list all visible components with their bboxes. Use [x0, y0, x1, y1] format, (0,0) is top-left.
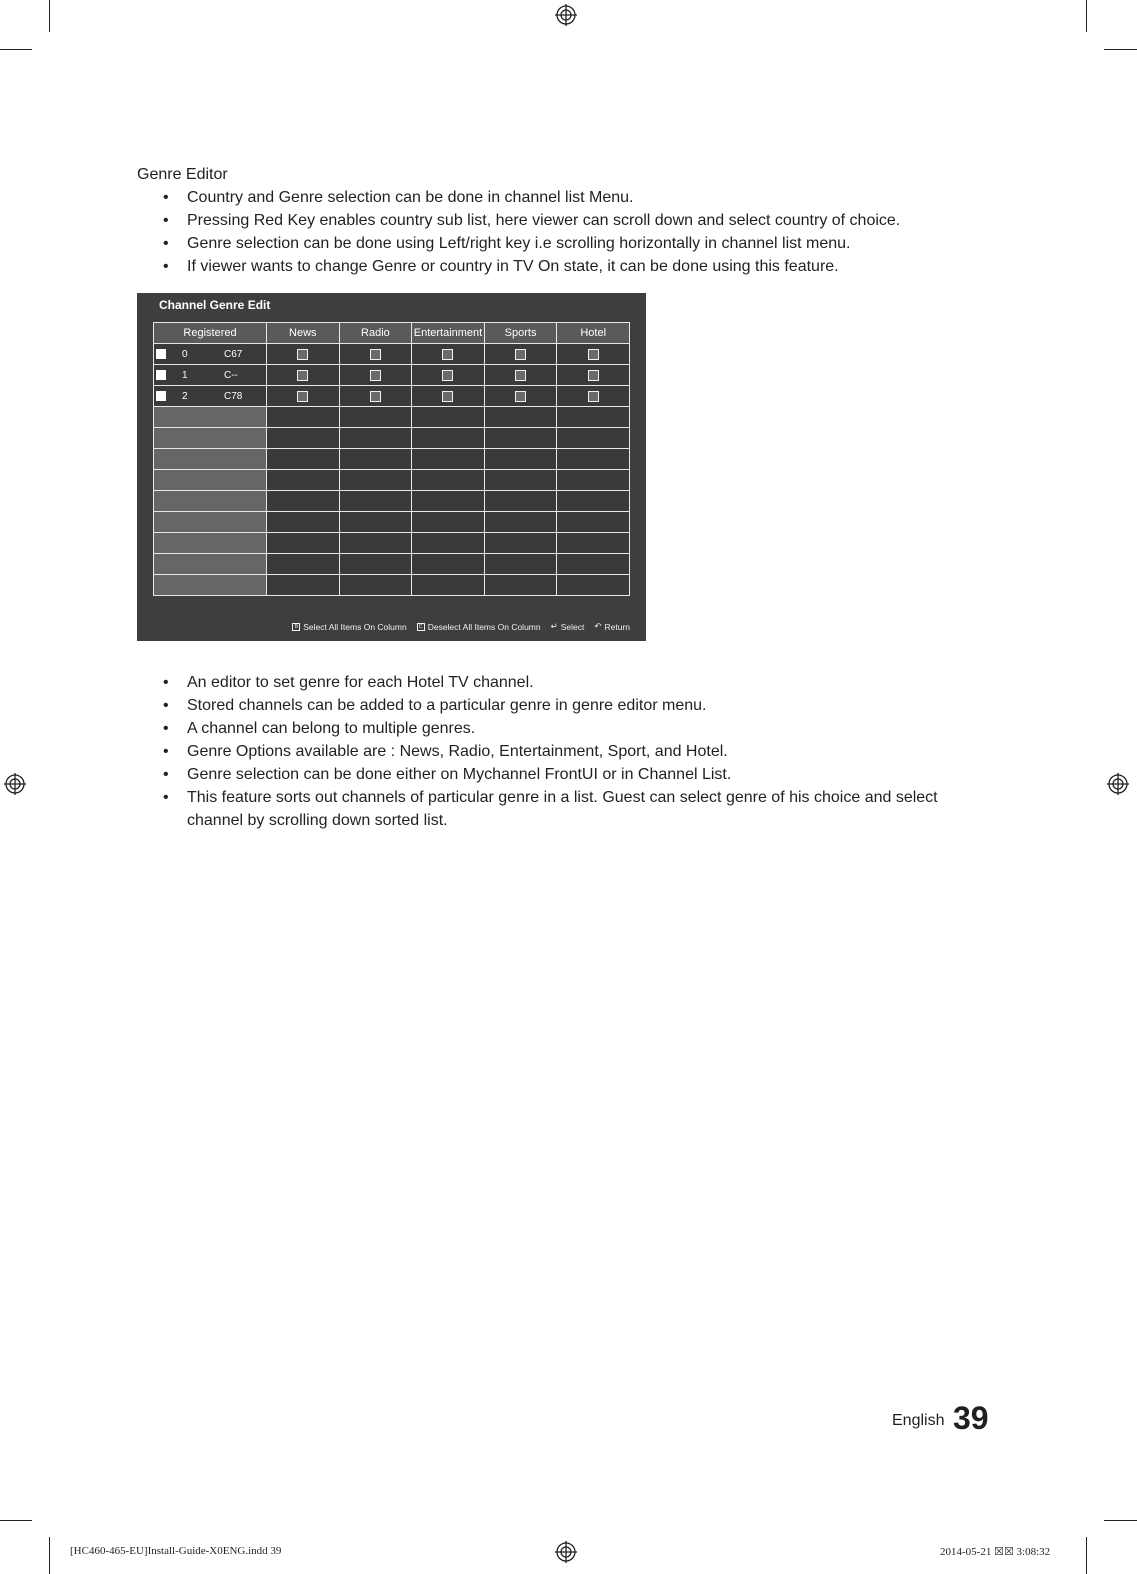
column-header-registered: Registered: [154, 323, 267, 344]
section-title: Genre Editor: [137, 166, 228, 183]
empty-cell: [267, 533, 340, 554]
crop-mark: [1086, 0, 1087, 32]
bullet-item: • Genre selection can be done either on Mychannel FrontUI or in Channel List.: [163, 763, 967, 786]
crop-mark: [1086, 1537, 1087, 1574]
empty-cell: [339, 407, 412, 428]
news-checkbox[interactable]: [297, 349, 308, 360]
channel-checkbox[interactable]: [156, 370, 166, 380]
empty-cell: [557, 491, 630, 512]
bullet-item: • Genre Options available are : News, Radio, Entertainment, Sport, and Hotel.: [163, 740, 967, 763]
crop-mark: [0, 1520, 32, 1521]
page-number: 39: [953, 1400, 989, 1436]
radio-checkbox[interactable]: [370, 370, 381, 381]
empty-cell: [154, 470, 267, 491]
channel-row: [154, 344, 630, 365]
empty-cell: [339, 575, 412, 596]
entertainment-checkbox[interactable]: [442, 391, 453, 402]
channel-genre-edit-screen: [137, 293, 646, 641]
empty-cell: [557, 533, 630, 554]
detail-bullet-list: [163, 671, 967, 832]
hotel-checkbox[interactable]: [588, 370, 599, 381]
registration-mark-icon: [555, 1541, 577, 1563]
radio-checkbox[interactable]: [370, 391, 381, 402]
channel-number: 2: [182, 390, 188, 402]
registration-mark-icon: [1107, 773, 1129, 795]
column-header-news[interactable]: News: [267, 323, 340, 344]
osd-footer: [292, 621, 630, 632]
channel-row: [154, 386, 630, 407]
column-header-entertainment[interactable]: Entertainment: [412, 323, 485, 344]
empty-cell: [484, 470, 557, 491]
empty-cell: [412, 554, 485, 575]
empty-row: [154, 554, 630, 575]
empty-cell: [484, 554, 557, 575]
intro-bullet-list: [163, 186, 967, 278]
select-all-hint: B Select All Items On Column: [292, 622, 406, 632]
bullet-item: • If viewer wants to change Genre or country in TV On state, it can be done using this feature.: [163, 255, 967, 278]
registration-mark-icon: [4, 773, 26, 795]
c-key-icon: C: [417, 623, 425, 631]
empty-cell: [267, 407, 340, 428]
empty-cell: [412, 512, 485, 533]
osd-title: Channel Genre Edit: [159, 298, 271, 312]
empty-cell: [412, 491, 485, 512]
bullet-item: • This feature sorts out channels of particular genre in a list. Guest can select genre of his choice and select channel by scrolling down sorted list.: [163, 786, 967, 832]
empty-cell: [339, 491, 412, 512]
empty-cell: [484, 407, 557, 428]
bullet-item: • Stored channels can be added to a particular genre in genre editor menu.: [163, 694, 967, 717]
print-slug-file: [HC460-465-EU]Install-Guide-X0ENG.indd 39: [70, 1545, 282, 1557]
empty-row: [154, 428, 630, 449]
channel-number: 1: [182, 369, 188, 381]
empty-row: [154, 407, 630, 428]
bullet-item: • Genre selection can be done using Left/right key i.e scrolling horizontally in channel list menu.: [163, 232, 967, 255]
empty-cell: [484, 512, 557, 533]
crop-mark: [1104, 49, 1137, 50]
empty-cell: [154, 428, 267, 449]
empty-cell: [557, 554, 630, 575]
empty-cell: [484, 575, 557, 596]
bullet-item: • An editor to set genre for each Hotel TV channel.: [163, 671, 967, 694]
empty-cell: [154, 554, 267, 575]
crop-mark: [0, 49, 32, 50]
empty-cell: [339, 449, 412, 470]
sports-checkbox[interactable]: [515, 349, 526, 360]
bullet-item: • Pressing Red Key enables country sub list, here viewer can scroll down and select country of choice.: [163, 209, 967, 232]
select-hint: ↵ Select: [550, 621, 585, 632]
empty-cell: [154, 512, 267, 533]
empty-cell: [267, 554, 340, 575]
return-icon: ↶: [594, 621, 602, 631]
empty-cell: [412, 407, 485, 428]
empty-cell: [339, 512, 412, 533]
empty-cell: [557, 407, 630, 428]
registration-mark-icon: [555, 4, 577, 26]
empty-row: [154, 533, 630, 554]
empty-cell: [154, 407, 267, 428]
channel-number: 0: [182, 348, 188, 360]
hotel-checkbox[interactable]: [588, 391, 599, 402]
empty-cell: [267, 512, 340, 533]
empty-cell: [557, 428, 630, 449]
page-language: English: [892, 1412, 945, 1429]
column-header-radio[interactable]: Radio: [339, 323, 412, 344]
empty-cell: [154, 533, 267, 554]
channel-row: [154, 365, 630, 386]
empty-cell: [557, 449, 630, 470]
empty-cell: [267, 491, 340, 512]
b-key-icon: B: [292, 623, 300, 631]
empty-row: [154, 512, 630, 533]
channel-checkbox[interactable]: [156, 349, 166, 359]
news-checkbox[interactable]: [297, 370, 308, 381]
empty-cell: [267, 428, 340, 449]
empty-cell: [412, 449, 485, 470]
empty-cell: [339, 554, 412, 575]
crop-mark: [49, 1537, 50, 1574]
empty-cell: [339, 470, 412, 491]
deselect-all-hint: C Deselect All Items On Column: [417, 622, 541, 632]
empty-cell: [412, 428, 485, 449]
empty-cell: [484, 533, 557, 554]
channel-name: C--: [224, 369, 238, 381]
entertainment-checkbox[interactable]: [442, 349, 453, 360]
empty-cell: [267, 449, 340, 470]
channel-name: C78: [224, 390, 243, 402]
empty-cell: [557, 512, 630, 533]
print-slug-date: 2014-05-21 ☒☒ 3:08:32: [940, 1546, 1051, 1558]
empty-row: [154, 449, 630, 470]
empty-cell: [154, 575, 267, 596]
genre-grid: [153, 322, 630, 596]
empty-cell: [557, 470, 630, 491]
sports-checkbox[interactable]: [515, 370, 526, 381]
news-checkbox[interactable]: [297, 391, 308, 402]
radio-checkbox[interactable]: [370, 349, 381, 360]
empty-row: [154, 575, 630, 596]
bullet-item: • A channel can belong to multiple genres.: [163, 717, 967, 740]
sports-checkbox[interactable]: [515, 391, 526, 402]
return-hint: ↶ Return: [594, 621, 630, 632]
empty-cell: [484, 491, 557, 512]
crop-mark: [49, 0, 50, 32]
enter-key-icon: ↵: [550, 621, 558, 631]
empty-cell: [154, 449, 267, 470]
bullet-item: • Country and Genre selection can be done in channel list Menu.: [163, 186, 967, 209]
empty-cell: [412, 533, 485, 554]
empty-cell: [484, 449, 557, 470]
empty-row: [154, 491, 630, 512]
empty-cell: [267, 470, 340, 491]
empty-cell: [154, 491, 267, 512]
entertainment-checkbox[interactable]: [442, 370, 453, 381]
crop-mark: [1104, 1520, 1137, 1521]
empty-cell: [339, 428, 412, 449]
column-header-sports[interactable]: Sports: [484, 323, 557, 344]
empty-cell: [412, 470, 485, 491]
hotel-checkbox[interactable]: [588, 349, 599, 360]
column-header-hotel[interactable]: Hotel: [557, 323, 630, 344]
empty-cell: [484, 428, 557, 449]
empty-cell: [412, 575, 485, 596]
empty-row: [154, 470, 630, 491]
empty-cell: [267, 575, 340, 596]
channel-checkbox[interactable]: [156, 391, 166, 401]
empty-cell: [557, 575, 630, 596]
channel-name: C67: [224, 348, 243, 360]
empty-cell: [339, 533, 412, 554]
